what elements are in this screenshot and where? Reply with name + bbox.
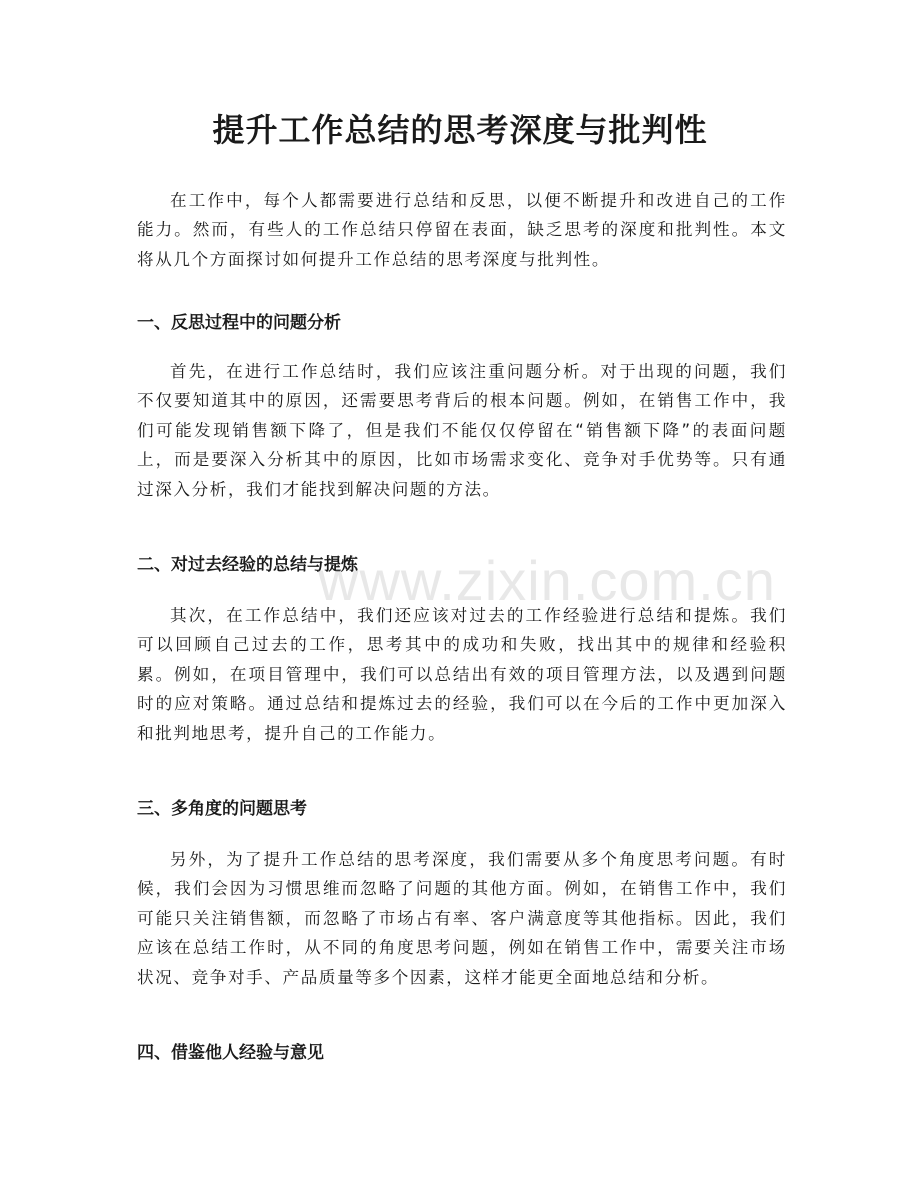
watermark: www.zixin.com.cn	[318, 549, 776, 612]
intro-paragraph: 在工作中，每个人都需要进行总结和反思，以便不断提升和改进自己的工作能力。然而，有些人的工作总结只停留在表面，缺乏思考的深度和批判性。本文将从几个方面探讨如何提升工作总结的思考深度与批判性。	[137, 191, 787, 269]
section-2-paragraph: 其次，在工作总结中，我们还应该对过去的工作经验进行总结和提炼。我们可以回顾自己过去的工作，思考其中的成功和失败，找出其中的规律和经验积累。例如，在项目管理中，我们可以总结出有效的项目管理方法，以及遇到问题时的应对策略。通过总结和提炼过去的经验，我们可以在今后的工作中更加深入和批判地思考，提升自己的工作能力。	[137, 606, 787, 743]
section-2-heading: 二、对过去经验的总结与提炼	[137, 555, 358, 575]
section-3-paragraph: 另外，为了提升工作总结的思考深度，我们需要从多个角度思考问题。有时候，我们会因为习惯思维而忽略了问题的其他方面。例如，在销售工作中，我们可能只关注销售额，而忽略了市场占有率、客户满意度等其他指标。因此，我们应该在总结工作时，从不同的角度思考问题，例如在销售工作中，需要关注市场状况、竞争对手、产品质量等多个因素，这样才能更全面地总结和分析。	[137, 850, 787, 987]
section-1-heading: 一、反思过程中的问题分析	[137, 313, 341, 333]
section-4-heading: 四、借鉴他人经验与意见	[137, 1043, 324, 1063]
document-title: 提升工作总结的思考深度与批判性	[212, 111, 708, 149]
section-3-heading: 三、多角度的问题思考	[137, 799, 307, 819]
section-1-paragraph: 首先，在进行工作总结时，我们应该注重问题分析。对于出现的问题，我们不仅要知道其中的原因，还需要思考背后的根本问题。例如，在销售工作中，我们可能发现销售额下降了，但是我们不能仅仅停留在“销售额下降”的表面问题上，而是要深入分析其中的原因，比如市场需求变化、竞争对手优势等。只有通过深入分析，我们才能找到解决问题的方法。	[137, 362, 787, 499]
